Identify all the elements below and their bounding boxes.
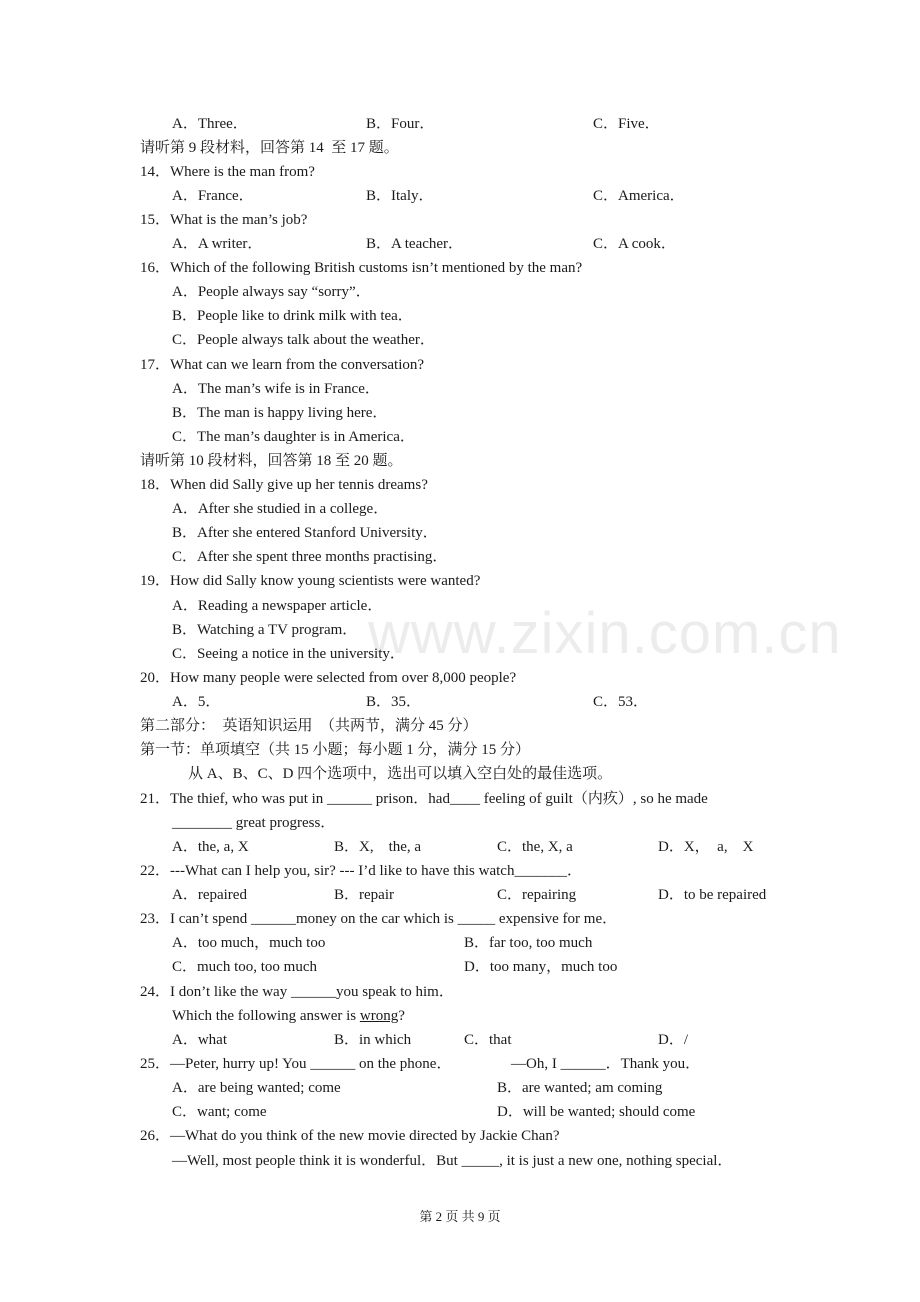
section-one-heading: 第一节：单项填空（共 15 小题；每小题 1 分，满分 15 分） (140, 742, 531, 758)
q17-option-c: C．The man’s daughter is in America． (172, 429, 415, 445)
question-24: 24．I don’t like the way ______you speak to him． (140, 984, 454, 1000)
q23-option-a: A．too much，much too (172, 935, 326, 951)
q25-option-c: C．want; come (172, 1104, 267, 1120)
q22-option-c: C．repairing (497, 887, 577, 903)
q15-option-b: B．A teacher． (366, 236, 464, 252)
question-19: 19．How did Sally know young scientists were wanted? (140, 573, 481, 589)
section-heading-10: 请听第 10 段材料，回答第 18 至 20 题。 (140, 453, 403, 469)
option-a: A．Three． (172, 116, 248, 132)
q21-option-a: A．the, a, X (172, 839, 249, 855)
q24-option-b: B．in which (334, 1032, 412, 1048)
q22-option-a: A．repaired (172, 887, 247, 903)
q24-underlined-word: wrong (359, 1008, 399, 1024)
instructions: 从 A、B、C、D 四个选项中，选出可以填入空白处的最佳选项。 (188, 766, 613, 782)
q23-option-d: D．too many，much too (464, 959, 618, 975)
option-c: C．Five． (593, 116, 660, 132)
question-25: 25．—Peter, hurry up! You ______ on the phone． (140, 1056, 452, 1072)
q19-option-b: B．Watching a TV program． (172, 622, 358, 638)
q24-sub-text: Which the following answer is (172, 1008, 360, 1024)
q16-option-a: A．People always say “sorry”． (172, 284, 371, 300)
question-26: 26．—What do you think of the new movie directed by Jackie Chan? (140, 1128, 560, 1144)
part-two-heading: 第二部分： 英语知识运用 （共两节，满分 45 分） (140, 718, 478, 734)
q25-option-b: B．are wanted; am coming (497, 1080, 663, 1096)
q14-option-c: C．America． (593, 188, 685, 204)
option-b: B．Four． (366, 116, 435, 132)
question-16: 16．Which of the following British customs isn’t mentioned by the man? (140, 260, 583, 276)
q19-option-c: C．Seeing a notice in the university． (172, 646, 405, 662)
question-21-cont: ________ great progress． (172, 815, 336, 831)
q21-option-b: B．X, the, a (334, 839, 422, 855)
q20-option-a: A．5． (172, 694, 221, 710)
question-14: 14．Where is the man from? (140, 164, 315, 180)
q25-option-d: D．will be wanted; should come (497, 1104, 696, 1120)
question-22: 22．---What can I help you, sir? --- I’d like to have this watch_______． (140, 863, 582, 879)
question-24-sub (172, 1006, 405, 1026)
q14-option-a: A．France． (172, 188, 254, 204)
question-21: 21．The thief, who was put in ______ prison．had____ feeling of guilt（内疚）, so he made (140, 791, 708, 807)
q22-option-b: B．repair (334, 887, 394, 903)
q17-option-a: A．The man’s wife is in France． (172, 381, 380, 397)
q21-option-d: D．X， a, X (658, 839, 754, 855)
question-25-reply: —Oh, I ______．Thank you． (511, 1056, 701, 1072)
q15-option-c: C．A cook． (593, 236, 676, 252)
q24-sub-end: ? (398, 1008, 405, 1024)
question-18: 18．When did Sally give up her tennis dreams? (140, 477, 428, 493)
question-15: 15．What is the man’s job? (140, 212, 308, 228)
q24-option-d: D．/ (658, 1032, 689, 1048)
q23-option-b: B．far too, too much (464, 935, 593, 951)
question-26-cont: —Well, most people think it is wonderful．But _____, it is just a new one, nothing special． (172, 1153, 733, 1169)
q19-option-a: A．Reading a newspaper article． (172, 598, 383, 614)
watermark: www.zixin.com.cn (368, 601, 842, 666)
q16-option-c: C．People always talk about the weather． (172, 332, 435, 348)
question-23: 23．I can’t spend ______money on the car which is _____ expensive for me． (140, 911, 618, 927)
q22-option-d: D．to be repaired (658, 887, 767, 903)
q18-option-c: C．After she spent three months practising． (172, 549, 448, 565)
q20-option-b: B．35． (366, 694, 422, 710)
q15-option-a: A．A writer． (172, 236, 263, 252)
q21-option-c: C．the, X, a (497, 839, 573, 855)
question-17: 17．What can we learn from the conversation? (140, 357, 425, 373)
q20-option-c: C．53． (593, 694, 649, 710)
q24-option-a: A．what (172, 1032, 227, 1048)
q23-option-c: C．much too, too much (172, 959, 317, 975)
section-heading-9: 请听第 9 段材料，回答第 14 至 17 题。 (140, 140, 399, 156)
q25-option-a: A．are being wanted; come (172, 1080, 341, 1096)
q16-option-b: B．People like to drink milk with tea． (172, 308, 413, 324)
q14-option-b: B．Italy． (366, 188, 434, 204)
q24-option-c: C．that (464, 1032, 512, 1048)
q18-option-b: B．After she entered Stanford University． (172, 525, 438, 541)
question-20: 20．How many people were selected from over 8,000 people? (140, 670, 517, 686)
q17-option-b: B．The man is happy living here． (172, 405, 388, 421)
q18-option-a: A．After she studied in a college． (172, 501, 389, 517)
page-footer: 第 2 页 共 9 页 (419, 1209, 501, 1224)
